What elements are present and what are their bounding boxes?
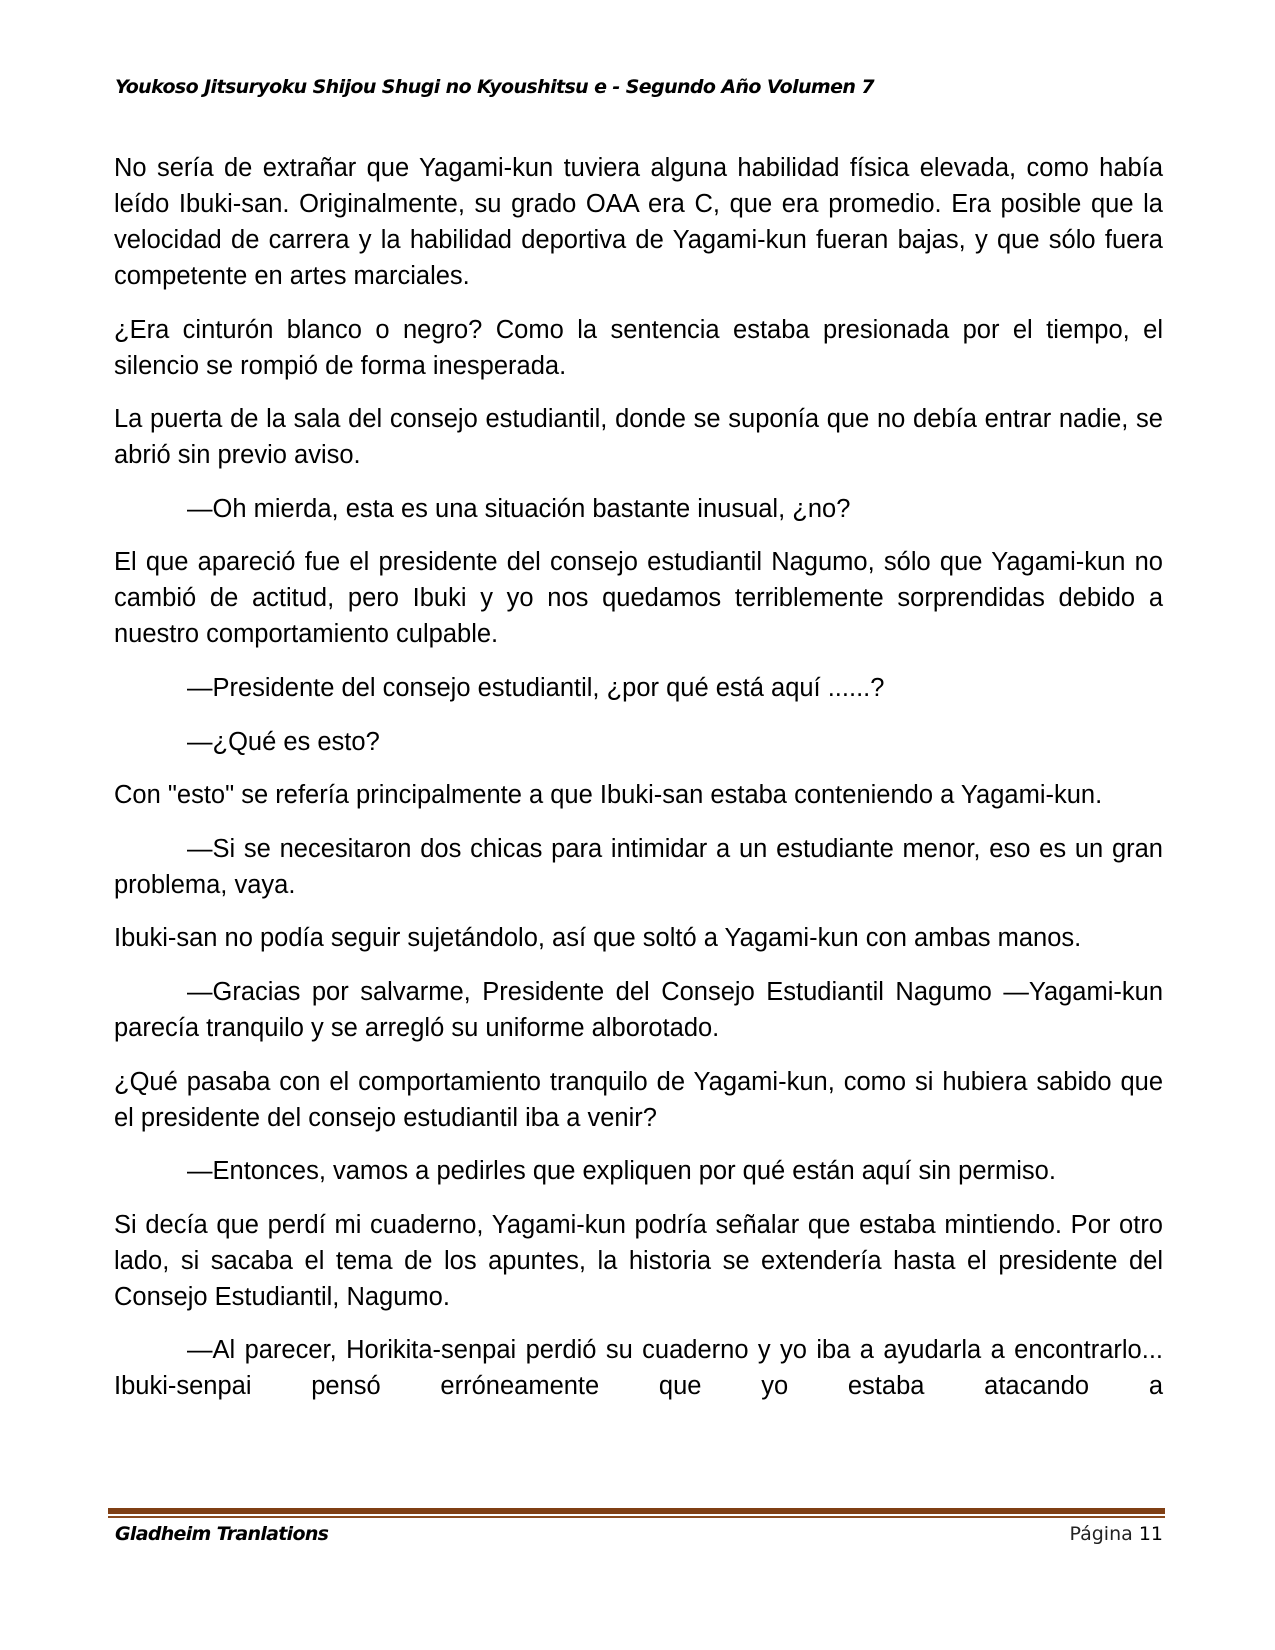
page-label: Página — [1069, 1523, 1133, 1545]
paragraph: Con "esto" se refería principalmente a que Ibuki-san estaba conteniendo a Yagami-kun. — [114, 781, 1103, 810]
footer-publisher: Gladheim Tranlations — [115, 1523, 329, 1545]
dialogue-line: —Presidente del consejo estudiantil, ¿por qué está aquí ......? — [187, 673, 885, 702]
dialogue-line: —Si se necesitaron dos chicas para intimidar a un estudiante menor, eso es un gran problema, vaya. — [114, 834, 1163, 899]
footer-divider-thick — [108, 1508, 1165, 1514]
paragraph: No sería de extrañar que Yagami-kun tuviera alguna habilidad física elevada, como había leído Ibuki-san. Originalmente, su grado OAA era C, que era promedio. Era posible que la velocidad de carrera y la habilidad deportiva de Yagami-kun fueran bajas, y que sólo fuera competente en artes marciales. — [114, 154, 1163, 290]
footer-divider-thin — [108, 1516, 1165, 1518]
page-number-value: 11 — [1138, 1523, 1163, 1545]
dialogue-line: —Al parecer, Horikita-senpai perdió su cuaderno y yo iba a ayudarla a encontrarlo... Ibuki-senpai pensó erróneamente que yo estaba atacando a — [114, 1336, 1163, 1401]
dialogue-line: —Oh mierda, esta es una situación bastante inusual, ¿no? — [187, 494, 851, 523]
paragraph: ¿Qué pasaba con el comportamiento tranquilo de Yagami-kun, como si hubiera sabido que el presidente del consejo estudiantil iba a venir? — [114, 1067, 1163, 1132]
running-header-title: Youkoso Jitsuryoku Shijou Shugi no Kyoushitsu e - Segundo Año Volumen 7 — [115, 76, 874, 98]
page-body — [114, 150, 1163, 1422]
page-number — [1069, 1521, 1163, 1547]
paragraph: Si decía que perdí mi cuaderno, Yagami-kun podría señalar que estaba mintiendo. Por otro lado, si sacaba el tema de los apuntes, la historia se extendería hasta el presidente del Consejo Estudiantil, Nagumo. — [114, 1210, 1163, 1311]
footer-divider — [108, 1508, 1165, 1518]
paragraph: Ibuki-san no podía seguir sujetándolo, así que soltó a Yagami-kun con ambas manos. — [114, 924, 1082, 953]
paragraph: ¿Era cinturón blanco o negro? Como la sentencia estaba presionada por el tiempo, el silencio se rompió de forma inesperada. — [114, 315, 1163, 380]
paragraph: El que apareció fue el presidente del consejo estudiantil Nagumo, sólo que Yagami-kun no cambió de actitud, pero Ibuki y yo nos quedamos terriblemente sorprendidas debido a nuestro comportamiento culpable. — [114, 548, 1163, 649]
dialogue-line: —Gracias por salvarme, Presidente del Consejo Estudiantil Nagumo —Yagami-kun parecía tranquilo y se arregló su uniforme alborotado. — [114, 977, 1163, 1042]
paragraph: La puerta de la sala del consejo estudiantil, donde se suponía que no debía entrar nadie, se abrió sin previo aviso. — [114, 405, 1163, 470]
dialogue-line: —Entonces, vamos a pedirles que expliquen por qué están aquí sin permiso. — [187, 1157, 1056, 1186]
dialogue-line: —¿Qué es esto? — [187, 727, 380, 756]
